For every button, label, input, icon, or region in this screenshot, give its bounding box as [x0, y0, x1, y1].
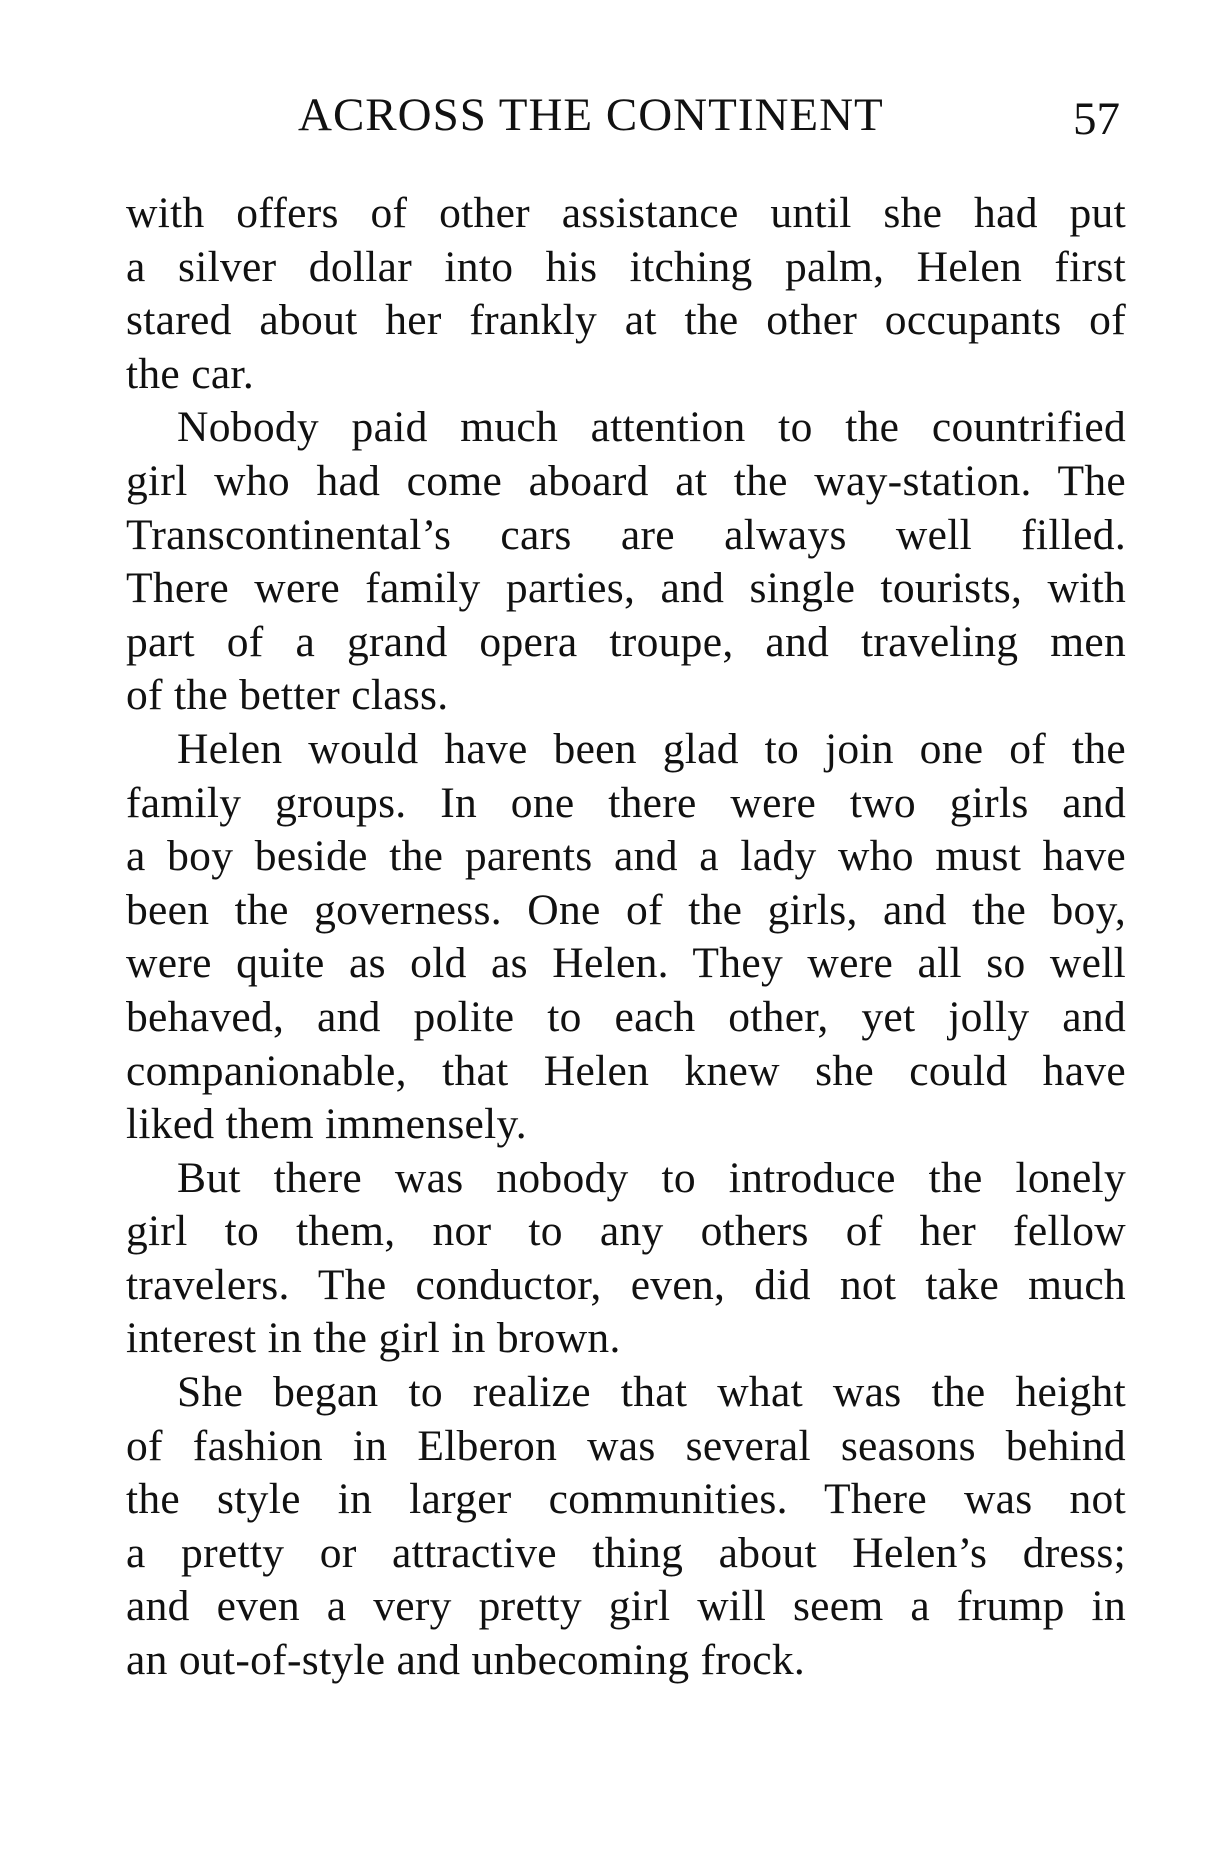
text-line: been the governess. One of the girls, and the boy,: [126, 885, 1126, 934]
text-line: the style in larger communities. There was not: [126, 1475, 1126, 1524]
paragraph: [126, 723, 1126, 1152]
text-line: an out-of-style and unbecoming frock.: [126, 1636, 806, 1685]
text-line: of fashion in Elberon was several seasons behind: [126, 1421, 1126, 1470]
text-line: liked them immensely.: [126, 1100, 527, 1149]
text-line: She began to realize that what was the height: [177, 1368, 1126, 1417]
text-line: stared about her frankly at the other occupants of: [126, 296, 1126, 345]
text-line: a silver dollar into his itching palm, Helen first: [126, 242, 1126, 291]
text-line: companionable, that Helen knew she could have: [126, 1046, 1126, 1095]
text-line: family groups. In one there were two girls and: [126, 778, 1126, 827]
text-line: the car.: [126, 349, 254, 398]
text-line: behaved, and polite to each other, yet jolly and: [126, 992, 1126, 1041]
text-line: There were family parties, and single tourists, with: [126, 564, 1126, 613]
page-number: 57: [1073, 93, 1120, 145]
text-line: Nobody paid much attention to the countrified: [177, 403, 1126, 452]
paragraph: [126, 1152, 1126, 1366]
text-line: were quite as old as Helen. They were all so well: [126, 939, 1126, 988]
text-line: of the better class.: [126, 671, 449, 720]
text-line: a boy beside the parents and a lady who must have: [126, 832, 1126, 881]
text-line: But there was nobody to introduce the lonely: [177, 1153, 1126, 1202]
text-line: Transcontinental’s cars are always well filled.: [126, 510, 1126, 559]
text-line: Helen would have been glad to join one of the: [177, 724, 1126, 773]
text-line: a pretty or attractive thing about Helen’s dress;: [126, 1528, 1126, 1577]
text-line: girl to them, nor to any others of her fellow: [126, 1207, 1126, 1256]
text-line: part of a grand opera troupe, and traveling men: [126, 617, 1126, 666]
running-head: [128, 85, 1128, 145]
paragraph: [126, 401, 1126, 723]
text-line: travelers. The conductor, even, did not take much: [126, 1260, 1126, 1309]
body-text: [126, 187, 1126, 1688]
paragraph: [126, 1366, 1126, 1688]
text-line: with offers of other assistance until she had put: [126, 189, 1126, 237]
text-line: and even a very pretty girl will seem a frump in: [126, 1582, 1126, 1631]
text-line: interest in the girl in brown.: [126, 1314, 621, 1363]
paragraph: [126, 187, 1126, 401]
running-title: ACROSS THE CONTINENT: [298, 89, 884, 141]
text-line: girl who had come aboard at the way-station. The: [126, 456, 1126, 505]
